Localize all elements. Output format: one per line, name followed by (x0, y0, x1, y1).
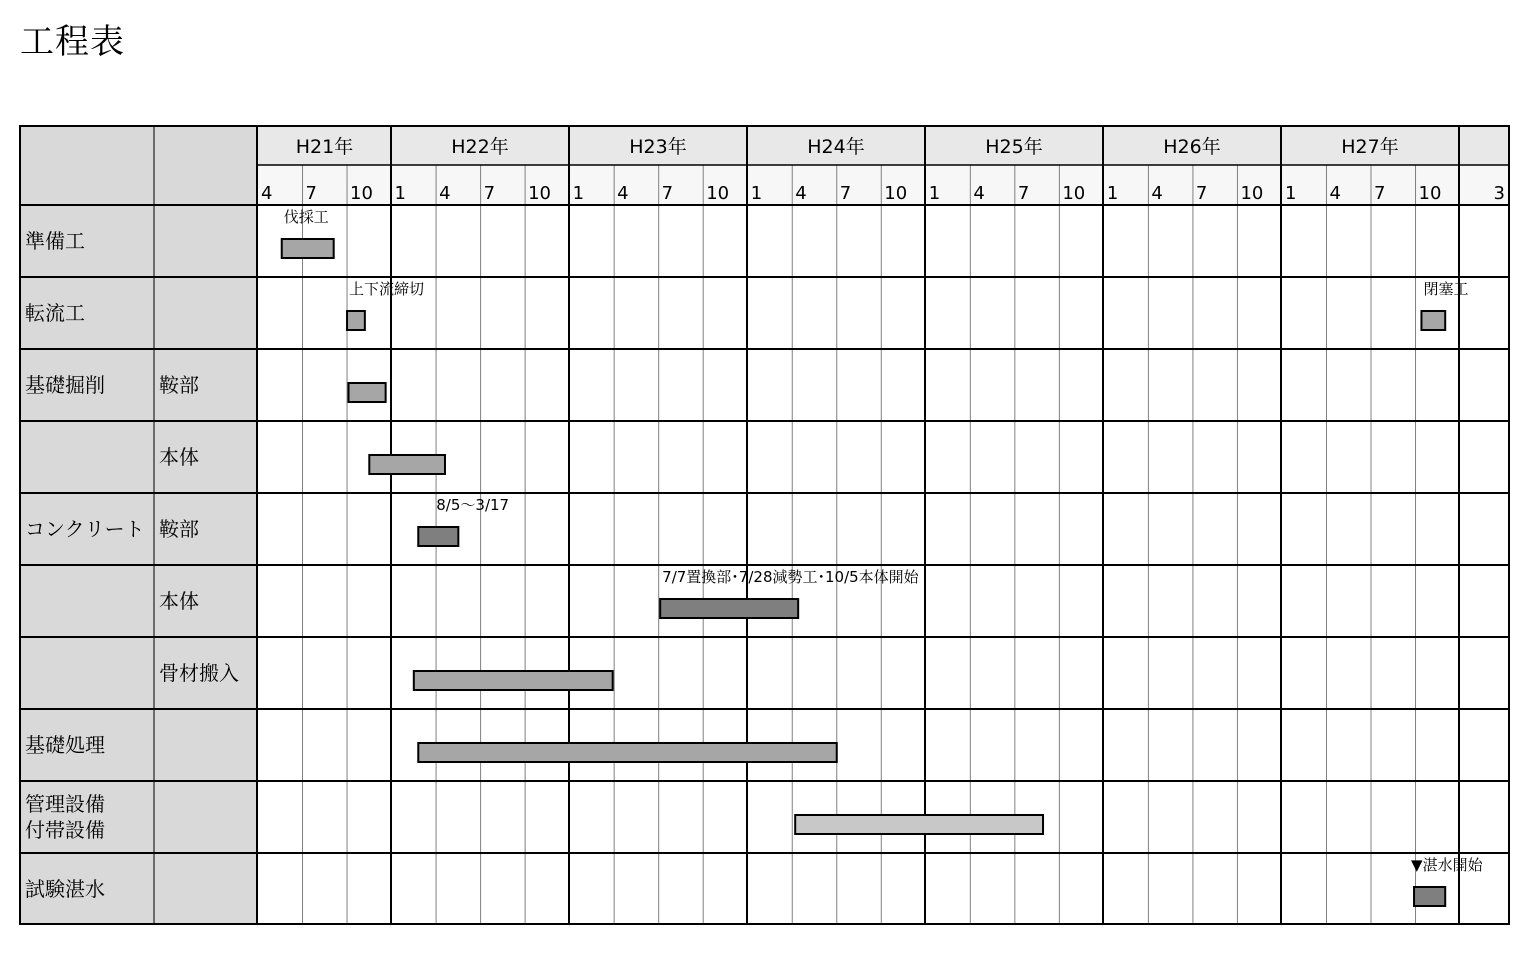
year-label: H23年 (629, 136, 687, 158)
month-tick-label: 10 (350, 183, 373, 204)
month-tick-label: 7 (483, 183, 496, 204)
task-annotation: 7/7置換部･7/28減勢工･10/5本体開始 (662, 568, 919, 586)
month-tick-label: 7 (305, 183, 317, 204)
task-annotation: 上下流締切 (349, 280, 425, 298)
month-tick-label: 7 (661, 183, 674, 204)
row-label: 試験湛水 (25, 877, 105, 901)
month-tick-label: 10 (1062, 183, 1086, 204)
month-tick-label: 10 (884, 183, 908, 204)
task-bar (1414, 887, 1445, 906)
task-bar (349, 383, 386, 402)
row-sublabel: 本体 (159, 589, 199, 613)
year-label: H24年 (807, 136, 865, 158)
month-tick-label: 1 (1284, 183, 1297, 204)
month-tick-label: 10 (1418, 183, 1442, 204)
row-label: コンクリート (25, 517, 145, 541)
task-annotation: 8/5～3/17 (436, 496, 510, 514)
month-tick-label: 7 (839, 183, 852, 204)
task-bar (660, 599, 798, 618)
month-tick-label: 7 (1374, 183, 1386, 204)
page-title: 工程表 (20, 22, 125, 62)
row-sublabel: 鞍部 (159, 373, 199, 397)
month-tick-label: 1 (750, 183, 763, 204)
month-tick-label: 4 (973, 183, 985, 204)
year-label: H22年 (451, 136, 509, 158)
task-bar (795, 815, 1043, 834)
month-tick-label: 4 (261, 183, 273, 204)
row-label: 基礎掘削 (25, 373, 105, 397)
row-label: 準備工 (25, 229, 85, 253)
task-annotation: ▼湛水開始 (1411, 856, 1483, 874)
month-tick-label: 4 (439, 183, 451, 204)
month-tick-label: 4 (795, 183, 807, 204)
row-label: 管理設備 (25, 792, 105, 816)
month-tick-label: 4 (617, 183, 629, 204)
month-tick-label: 4 (1329, 183, 1341, 204)
month-tick-label: 10 (1240, 183, 1264, 204)
year-label: H26年 (1163, 136, 1221, 158)
task-bar (347, 311, 365, 330)
month-tick-label: 1 (928, 183, 941, 204)
month-tick-label: 1 (394, 183, 407, 204)
row-label: 付帯設備 (25, 818, 105, 842)
task-bar (1421, 311, 1445, 330)
month-tick-label: 7 (1195, 183, 1208, 204)
month-tick-label: 4 (1151, 183, 1163, 204)
month-tick-label: 10 (528, 183, 552, 204)
year-header-background (257, 126, 1509, 165)
row-sublabel: 本体 (159, 445, 199, 469)
month-tick-label: 10 (706, 183, 730, 204)
row-label: 基礎処理 (25, 733, 105, 757)
month-tick-label: 7 (1017, 183, 1030, 204)
task-bar (418, 743, 836, 762)
row-label: 転流工 (25, 301, 85, 325)
month-tick-label: 1 (1106, 183, 1119, 204)
month-tick-label: 3 (1493, 183, 1505, 204)
row-sublabel: 骨材搬入 (159, 661, 239, 685)
year-label: H27年 (1341, 136, 1399, 158)
task-bar (418, 527, 458, 546)
task-annotation: 伐採工 (283, 208, 329, 226)
task-bar (369, 455, 445, 474)
task-bar (282, 239, 334, 258)
year-label: H21年 (295, 136, 354, 158)
month-tick-label: 1 (572, 183, 585, 204)
task-bar (414, 671, 613, 690)
row-sublabel: 鞍部 (159, 517, 199, 541)
year-label: H25年 (985, 136, 1043, 158)
task-annotation: 閉塞工 (1423, 280, 1469, 298)
